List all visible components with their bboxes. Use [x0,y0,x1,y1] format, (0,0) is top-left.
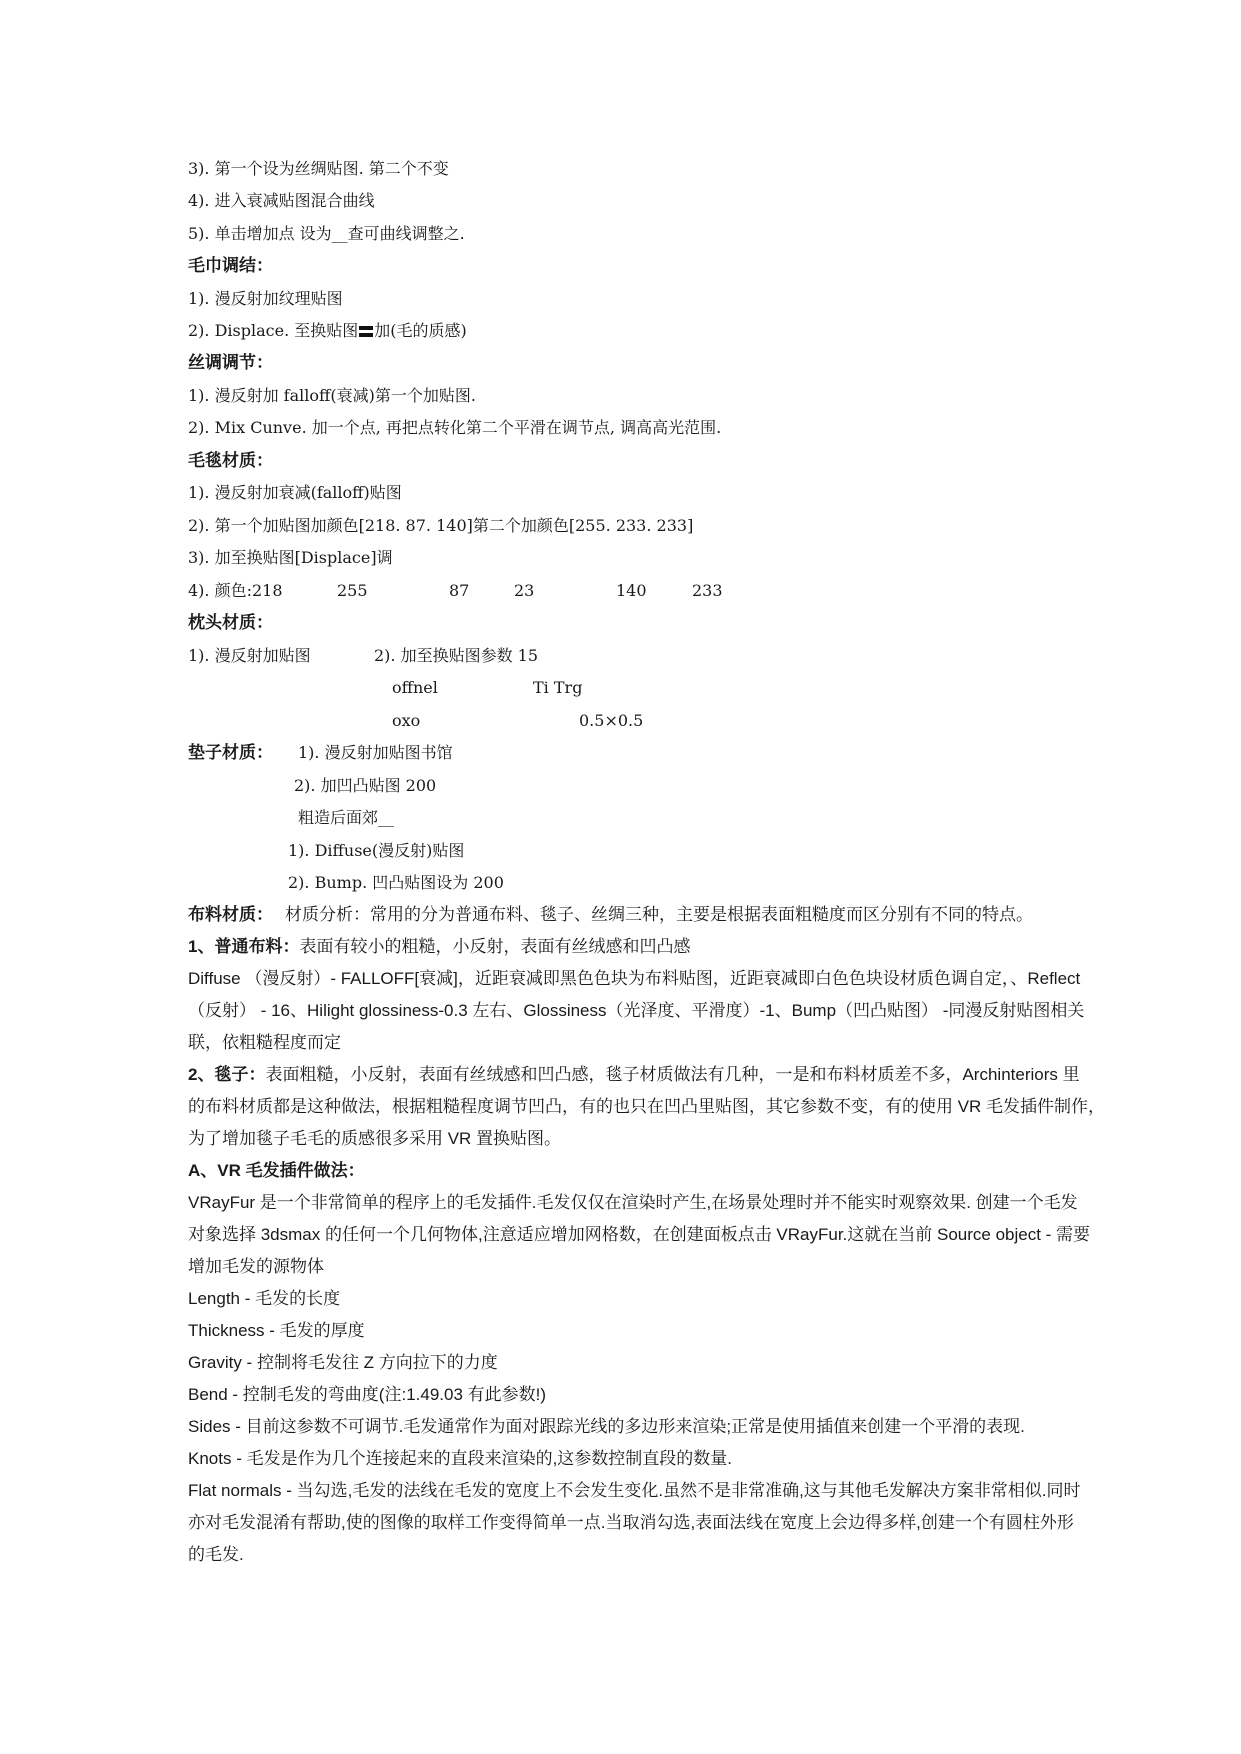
text-line: 0.5×0.5 [579,711,644,730]
color-value: 140 [616,581,647,600]
text-line: 为了增加毯子毛毛的质感很多采用 VR 置换贴图。 [188,1129,562,1148]
text-line: Knots - 毛发是作为几个连接起来的直段来渲染的,这参数控制直段的数量. [188,1449,733,1468]
text-line: Flat normals - 当勾选,毛发的法线在毛发的宽度上不会发生变化.虽然不是非常准确,这与其他毛发解决方案非常相似.同时 [188,1481,1081,1500]
color-value: 87 [449,581,470,600]
color-value: 218 [252,581,283,600]
text-line: Diffuse （漫反射）- FALLOFF[衰减]，近距衰减即黑色色块为布料贴图，近距衰减即白色色块设材质色调自定，、Reflect [188,969,1081,988]
section-heading-pillow: 枕头材质： [188,613,273,632]
text-span: 加(毛的质感) [374,321,467,340]
text-line: 1). Diffuse(漫反射)贴图 [288,841,465,860]
text-line [188,321,467,341]
text-line: 1). 漫反射加纹理贴图 [188,289,343,308]
text-line: 增加毛发的源物体 [188,1257,324,1276]
text-line: oxo [392,711,421,730]
text-line: 2). 加至换贴图参数 15 [374,646,539,665]
color-value: 23 [514,581,535,600]
text-span: 2). Displace. 至换贴图 [188,321,359,340]
text-line: 4). 进入衰减贴图混合曲线 [188,191,375,210]
section-heading-silk: 丝调调节： [188,353,273,372]
text-line: Bend - 控制毛发的弯曲度(注:1.49.03 有此参数!) [188,1385,547,1404]
text-line: （反射） - 16、Hilight glossiness-0.3 左右、Glossiness（光泽度、平滑度）-1、Bump（凹凸贴图） -同漫反射贴图相关 [188,1001,1085,1020]
text-line: 5). 单击增加点 设为__查可曲线调整之. [188,224,465,243]
text-span: 4). 颜色: [188,581,252,600]
text-line [188,1065,1080,1085]
text-line: 的毛发. [188,1545,244,1564]
text-line: 3). 加至换贴图[Displace]调 [188,548,393,567]
text-line: Ti Trg [533,678,583,697]
section-heading-cloth: 布料材质： [188,905,273,924]
text-line: Gravity - 控制将毛发往 Z 方向拉下的力度 [188,1353,498,1372]
text-line: 1). 漫反射加贴图 [188,646,311,665]
text-line: 1). 漫反射加 falloff(衰减)第一个加贴图. [188,386,476,405]
text-line: Length - 毛发的长度 [188,1289,341,1308]
text-span: 表面有较小的粗糙，小反射，表面有丝绒感和凹凸感 [299,937,691,956]
text-line [188,937,690,957]
text-line: 亦对毛发混淆有帮助,使的图像的取样工作变得简单一点.当取消勾选,表面法线在宽度上会边得多样,创建一个有圆柱外形 [188,1513,1074,1532]
section-heading-blanket: 毛毯材质： [188,451,273,470]
section-heading-towel: 毛巾调结： [188,256,273,275]
text-line: VRayFur 是一个非常简单的程序上的毛发插件.毛发仅仅在渲染时产生,在场景处理时并不能实时观察效果. 创建一个毛发 [188,1193,1078,1212]
text-line: offnel [392,678,438,697]
text-line: Sides - 目前这参数不可调节.毛发通常作为面对跟踪光线的多边形来渲染;正常是使用插值来创建一个平滑的表现. [188,1417,1025,1436]
text-span: 材质分析：常用的分为普通布料、毯子、丝绸三种，主要是根据表面粗糙度而区分别有不同的特点。 [285,905,1033,924]
subsection-heading-carpet: 2、毯子： [188,1065,266,1084]
color-value: 255 [337,581,368,600]
text-line: 2). 第一个加贴图加颜色[218. 87. 140]第二个加颜色[255. 233. 233] [188,516,694,535]
text-line: 2). Mix Cunve. 加一个点, 再把点转化第二个平滑在调节点, 调高高光范围. [188,418,722,437]
equals-glyph-icon [359,326,373,337]
text-line: 2). Bump. 凹凸贴图设为 200 [288,873,504,892]
text-line: 1). 漫反射加贴图书馆 [298,743,453,762]
text-line: 的布料材质都是这种做法，根据粗糙程度调节凹凸，有的也只在凹凸里贴图，其它参数不变，有的使用 VR 毛发插件制作， [188,1097,1106,1116]
text-line [188,905,1033,925]
text-line: Thickness - 毛发的厚度 [188,1321,365,1340]
color-values-line [188,581,283,601]
section-heading-cushion: 垫子材质： [188,743,273,762]
subsection-heading-vr-fur: A、VR 毛发插件做法： [188,1161,365,1180]
color-value: 233 [692,581,723,600]
subsection-heading-normal-cloth: 1、普通布料： [188,937,300,956]
text-line: 2). 加凹凸贴图 200 [294,776,437,795]
text-line: 对象选择 3dsmax 的任何一个几何物体,注意适应增加网格数，在创建面板点击 VRayFur.这就在当前 Source object - 需要 [188,1225,1091,1244]
text-line: 粗造后面郊__ [298,808,395,827]
text-line: 1). 漫反射加衰减(falloff)贴图 [188,483,402,502]
text-line: 3). 第一个设为丝绸贴图. 第二个不变 [188,159,449,178]
text-line: 联，依粗糙程度而定 [188,1033,341,1052]
text-span: 表面粗糙，小反射，表面有丝绒感和凹凸感，毯子材质做法有几种，一是和布料材质差不多，Archinteriors 里 [265,1065,1080,1084]
